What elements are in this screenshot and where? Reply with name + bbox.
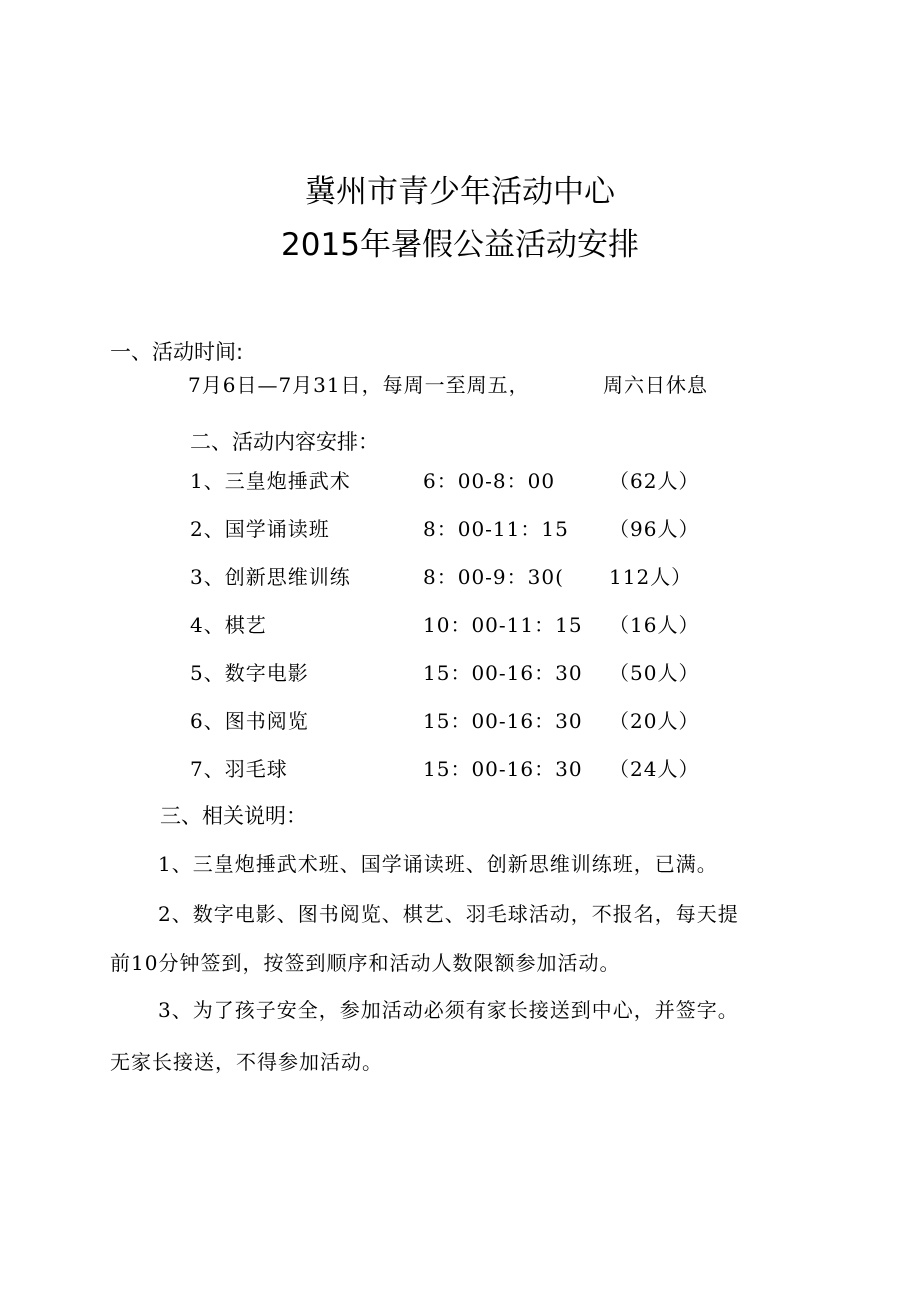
activity-time: 15：00-16：30: [423, 757, 583, 781]
activity-time: 8：00-11：15: [423, 517, 569, 541]
activity-name: 4、棋艺: [190, 613, 267, 637]
document-title: 冀州市青少年活动中心: [305, 174, 615, 210]
schedule-row: [0, 707, 920, 737]
activity-name: 2、国学诵读班: [190, 517, 330, 541]
activity-count: （20人）: [609, 709, 700, 733]
activity-time: 15：00-16：30: [423, 661, 583, 685]
activity-name: 1、三皇炮捶武术: [190, 469, 351, 493]
activity-count: （50人）: [609, 661, 700, 685]
activity-name: 5、数字电影: [190, 661, 309, 685]
weekend-rest-note: 周六日休息: [603, 373, 708, 397]
activity-time: 15：00-16：30: [423, 709, 583, 733]
note-3-line-1: 3、为了孩子安全，参加活动必须有家长接送到中心，并签字。: [158, 998, 739, 1022]
activity-time: 10：00-11：15: [423, 613, 583, 637]
note-2-line-2: 前10分钟签到，按签到顺序和活动人数限额参加活动。: [110, 951, 621, 975]
activity-name: 6、图书阅览: [190, 709, 309, 733]
note-1: 1、三皇炮捶武术班、国学诵读班、创新思维训练班，已满。: [158, 852, 718, 876]
activity-count: （62人）: [609, 469, 700, 493]
section-heading-notes: 三、相关说明：: [160, 804, 307, 828]
activity-count: （96人）: [609, 517, 700, 541]
activity-name: 3、创新思维训练: [190, 565, 351, 589]
schedule-row: [0, 611, 920, 641]
note-2-line-1: 2、数字电影、图书阅览、棋艺、羽毛球活动，不报名，每天提: [158, 902, 739, 926]
section-heading-time: 一、活动时间:: [110, 340, 244, 364]
document-subtitle: 2015年暑假公益活动安排: [281, 227, 639, 263]
schedule-row: [0, 515, 920, 545]
activity-count: 112人）: [609, 565, 693, 589]
activity-name: 7、羽毛球: [190, 757, 288, 781]
schedule-row: [0, 755, 920, 785]
schedule-row: [0, 563, 920, 593]
activity-time: 6：00-8：00: [423, 469, 556, 493]
activity-count: （16人）: [609, 613, 700, 637]
section-heading-content: 二、活动内容安排：: [190, 430, 379, 454]
schedule-row: [0, 467, 920, 497]
schedule-row: [0, 659, 920, 689]
activity-dates: 7月6日—7月31日，每周一至周五，: [188, 373, 530, 397]
activity-time: 8：00-9：30(: [423, 565, 564, 589]
note-3-line-2: 无家长接送，不得参加活动。: [110, 1050, 383, 1074]
activity-count: （24人）: [609, 757, 700, 781]
